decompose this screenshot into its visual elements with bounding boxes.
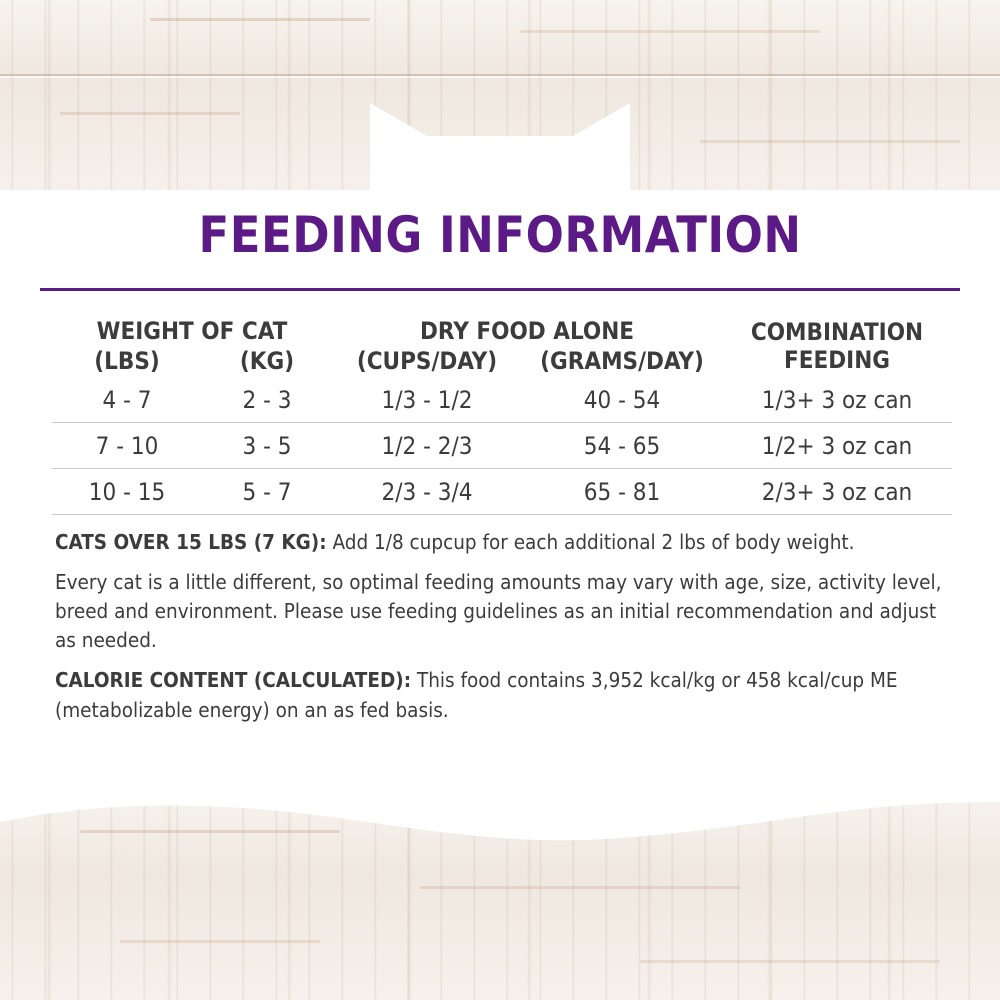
sub-header-grams: (GRAMS/DAY) [540,346,704,375]
table-row [52,468,952,514]
wood-streak [520,30,820,33]
group-header-dryfood-label: DRY FOOD ALONE [419,317,635,345]
group-header-combination-label: COMBINATION [750,318,924,346]
table-group-header-row [52,318,952,348]
wave-divider [0,780,1000,1000]
note-calorie-label: CALORIE CONTENT (CALCULATED): [55,668,412,693]
note-variation: Every cat is a little different, so optimal feeding amounts may vary with age, size, activity level, breed and environment. Please use feeding guidelines as an initial recommendation and adjust as needed. [55,570,942,653]
sub-header-cups: (CUPS/DAY) [356,346,498,375]
wood-streak [150,18,370,21]
sub-header-kg: (KG) [239,346,295,375]
sub-header-lbs: (LBS) [94,346,160,375]
group-header-dryfood [332,318,722,348]
note-over-weight [55,528,955,557]
cell-weight-kg: 2 - 3 [242,385,292,414]
table-row [52,422,952,468]
cell-weight-lbs: 4 - 7 [102,385,152,414]
cell-grams: 65 - 81 [522,468,722,514]
cell-combination: 1/3+ 3 oz can [761,385,913,414]
plank-seam-highlight [0,76,1000,78]
cell-cups: 1/3 - 1/2 [381,385,473,414]
feeding-table-wrapper [52,318,952,515]
cell-combination: 1/2+ 3 oz can [722,422,952,468]
cell-weight-lbs: 10 - 15 [52,468,202,514]
note-calorie [55,666,955,724]
sub-header-feeding: FEEDING [783,345,890,374]
cell-cups: 1/2 - 2/3 [332,422,522,468]
cell-weight-kg: 5 - 7 [202,468,332,514]
note-calorie-text: This food contains 3,952 kcal/kg or 458 kcal/cup ME (metabolizable energy) on an as fed basis. [55,668,898,722]
wood-streak [700,140,960,143]
cell-weight-lbs: 7 - 10 [52,422,202,468]
group-header-weight-label: WEIGHT OF CAT [96,317,288,345]
cell-weight-kg: 3 - 5 [202,422,332,468]
group-header-weight [52,318,332,348]
feeding-table [52,318,952,515]
cell-combination: 2/3+ 3 oz can [722,468,952,514]
cell-cups: 2/3 - 3/4 [332,468,522,514]
note-over-text: Add 1/8 cupcup for each additional 2 lbs of body weight. [326,530,855,554]
table-body [52,377,952,515]
notes-section [55,528,955,736]
table-row [52,377,952,423]
cell-grams: 54 - 65 [522,422,722,468]
table-head [52,318,952,377]
note-over-label: CATS OVER 15 LBS (7 KG): [55,530,327,554]
title-divider [40,288,960,291]
wood-streak [60,112,240,115]
cell-grams: 40 - 54 [583,385,661,414]
group-header-combination [722,318,952,377]
page-title: FEEDING INFORMATION [198,206,802,264]
